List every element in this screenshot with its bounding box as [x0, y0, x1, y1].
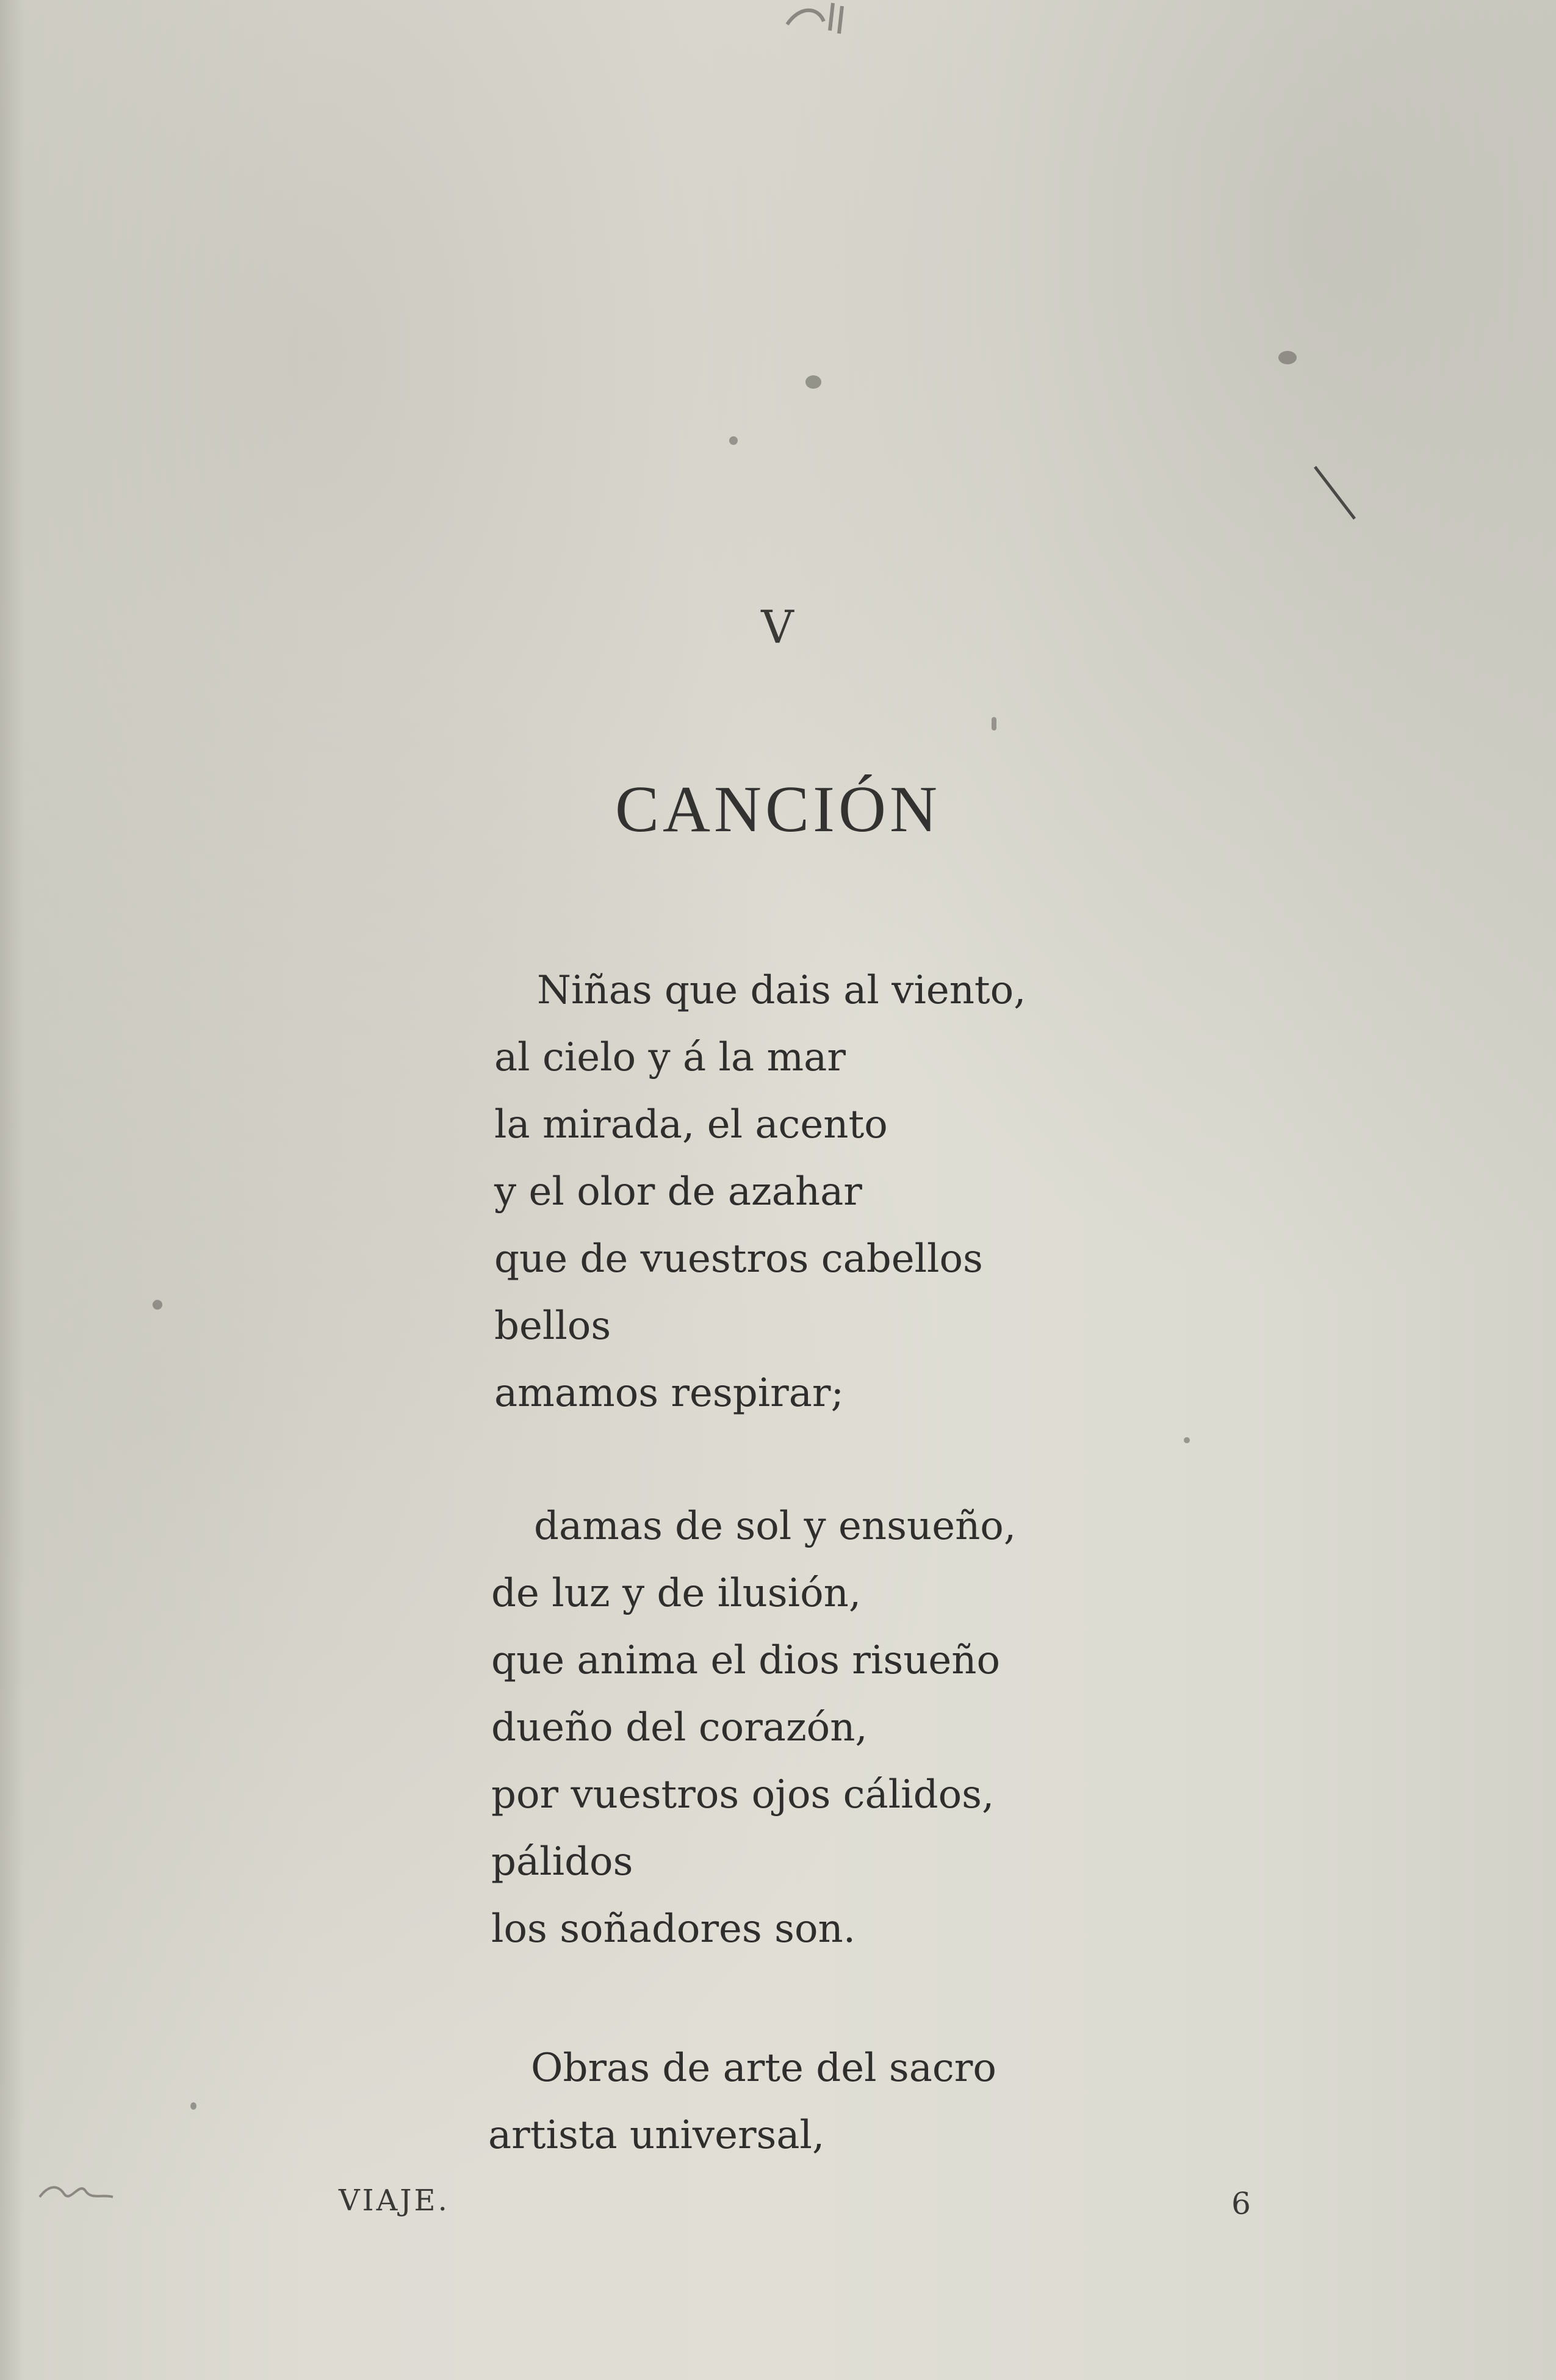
verse-line: por vuestros ojos cálidos,	[491, 1772, 995, 1817]
verse-line: artista universal,	[488, 2113, 825, 2158]
paper-speck	[190, 2102, 196, 2110]
verse-line: y el olor de azahar	[494, 1169, 862, 1214]
pencil-scribble	[781, 0, 866, 37]
sheet-number: 6	[1231, 2186, 1251, 2221]
verse-line: Niñas que dais al viento,	[537, 968, 1026, 1013]
paper-speck	[1278, 351, 1297, 364]
stanza	[488, 2035, 1129, 2169]
verse-line: damas de sol y ensueño,	[534, 1504, 1017, 1549]
verse-line: de luz y de ilusión,	[491, 1571, 862, 1616]
chapter-number: V	[761, 601, 795, 654]
verse-line: Obras de arte del sacro	[531, 2046, 996, 2091]
pencil-scribble	[37, 2173, 116, 2209]
stanza	[491, 1493, 1132, 1963]
verse-line: que anima el dios risueño	[491, 1638, 1001, 1683]
signature-mark: VIAJE.	[339, 2183, 450, 2218]
stanza	[494, 957, 1135, 1427]
verse-line: bellos	[494, 1304, 611, 1349]
verse-line: amamos respirar;	[494, 1371, 845, 1416]
page-edge-shadow	[0, 0, 24, 2380]
paper-speck	[805, 375, 821, 389]
verse-line: la mirada, el acento	[494, 1102, 888, 1147]
poem-title: CANCIÓN	[614, 773, 941, 846]
paper-speck	[153, 1300, 162, 1310]
verse-line: dueño del corazón,	[491, 1705, 868, 1750]
verse-line: pálidos	[491, 1839, 633, 1884]
paper-speck	[729, 436, 738, 445]
paper-speck	[992, 717, 996, 730]
ink-stroke-mark	[1312, 464, 1361, 525]
paper-speck	[1184, 1437, 1190, 1443]
verse-line: que de vuestros cabellos	[494, 1236, 983, 1282]
verse-line: al cielo y á la mar	[494, 1035, 846, 1080]
verse-line: los soñadores son.	[491, 1906, 856, 1952]
